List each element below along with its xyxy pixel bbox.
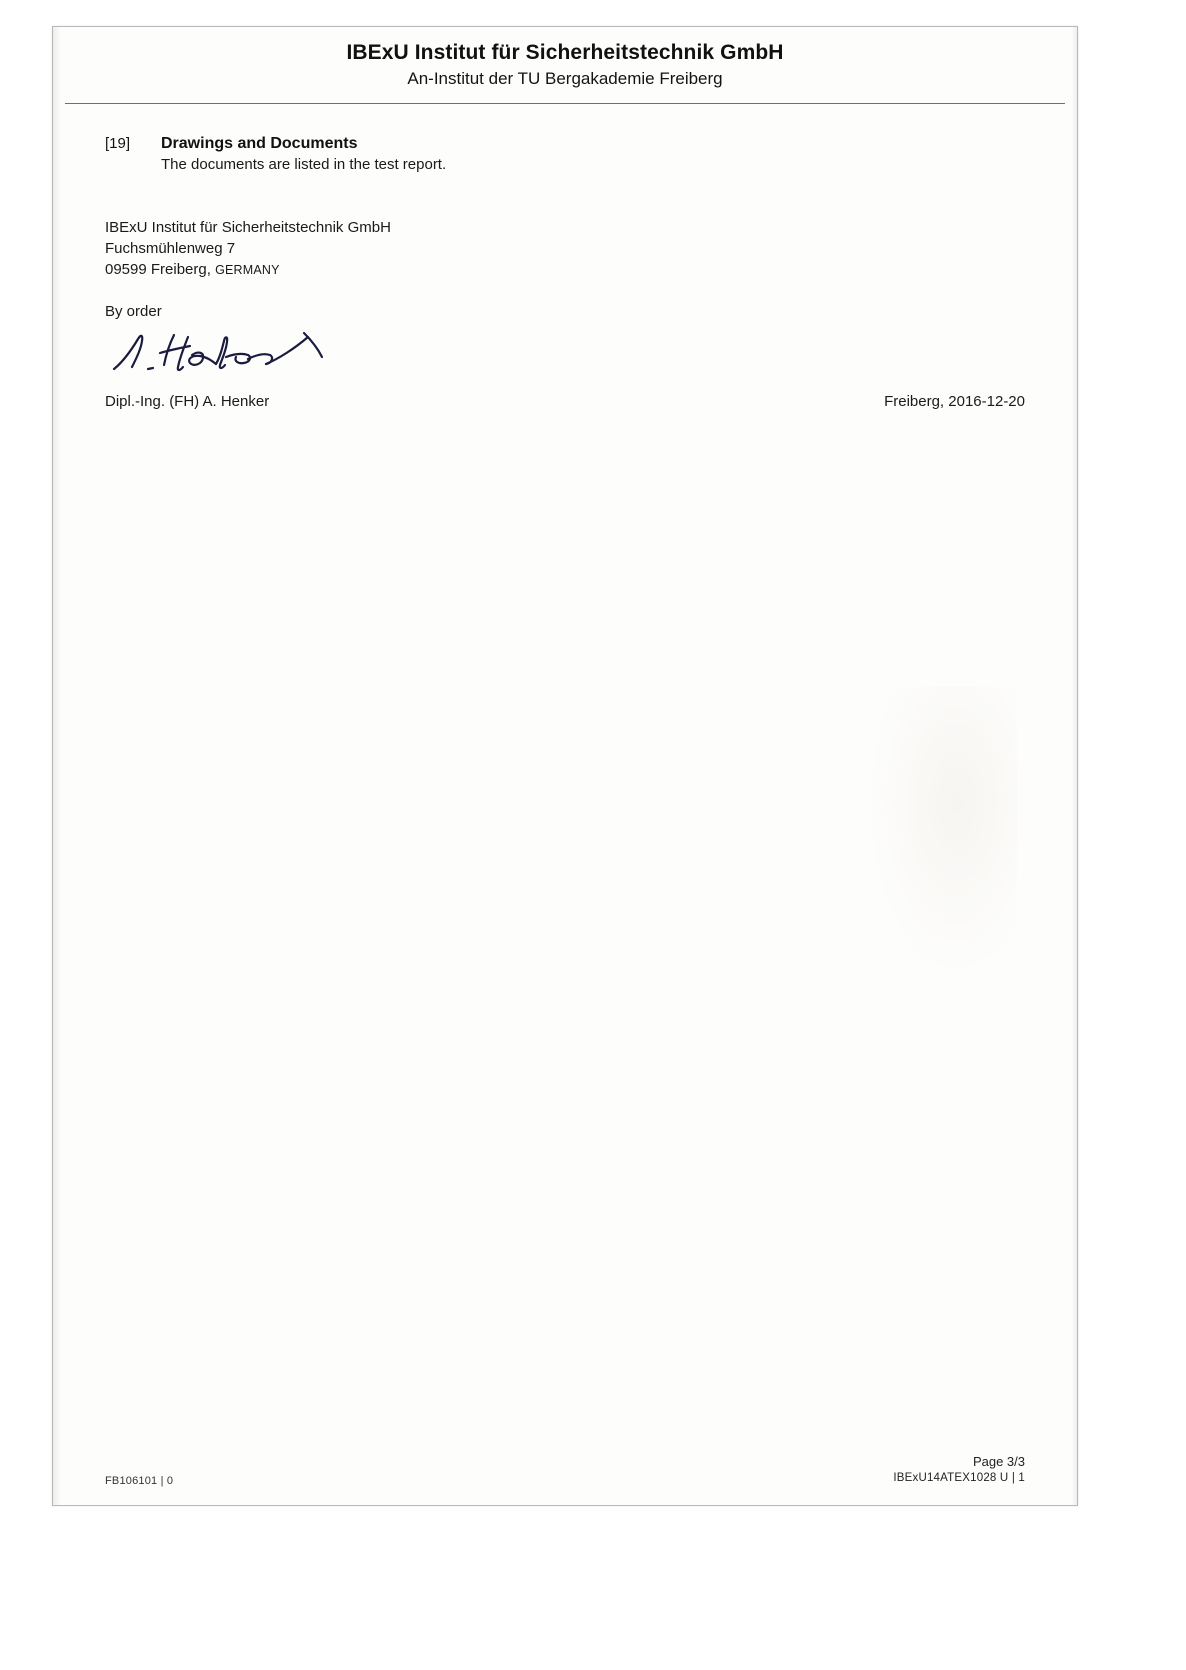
section-drawings-and-documents [105,135,1005,173]
scanned-page [52,26,1078,1506]
section-body-text: The documents are listed in the test report. [161,156,447,173]
by-order-label: By order [105,303,162,320]
institute-affiliation: An-Institut der TU Bergakademie Freiberg [407,69,723,88]
signature-place-date: Freiberg, 2016-12-20 [884,393,1025,410]
footer-page-info [893,1453,1025,1487]
address-country: GERMANY [215,263,280,277]
issuer-address [105,217,391,281]
page-number: Page 3/3 [972,1454,1025,1469]
document-reference: IBExU14ATEX1028 U | 1 [893,1472,1025,1484]
footer-form-id: FB106101 | 0 [105,1475,174,1487]
page-content [53,27,1077,1505]
handwritten-signature [108,323,338,385]
signatory-name: Dipl.-Ing. (FH) A. Henker [105,393,270,410]
document-header [105,41,1025,89]
header-divider [65,103,1065,104]
section-title: Drawings and Documents [161,135,358,152]
address-city: 09599 Freiberg, [105,261,211,278]
address-line-street: Fuchsmühlenweg 7 [105,240,236,257]
address-line-city [105,259,391,281]
section-number: [19] [105,135,131,152]
address-line-company: IBExU Institut für Sicherheitstechnik GmbH [105,219,391,236]
institute-name: IBExU Institut für Sicherheitstechnik GmbH [346,41,784,64]
